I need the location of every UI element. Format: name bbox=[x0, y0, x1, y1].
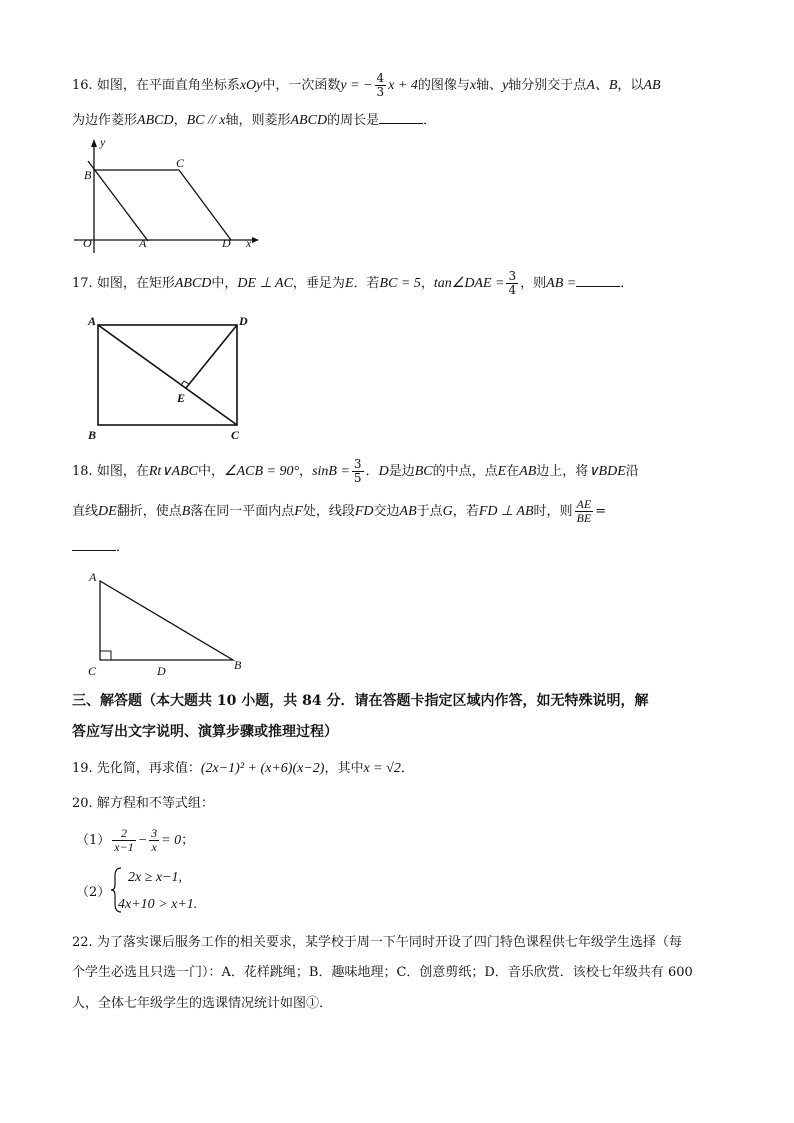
text: 沿 bbox=[625, 464, 639, 479]
label-c: C bbox=[231, 428, 240, 442]
numerator: 3 bbox=[353, 457, 362, 471]
q20-part1 bbox=[76, 827, 194, 854]
q22-line2: 个学生必选且只选一门）：A．花样跳绳；B．趣味地理；C．创意剪纸；D．音乐欣赏．该校七年级共有 600 bbox=[72, 965, 693, 980]
text: ． bbox=[116, 540, 130, 555]
text: 边上，将 bbox=[536, 464, 589, 479]
text: ． bbox=[365, 464, 379, 479]
triangle-abc bbox=[100, 581, 233, 660]
label-d: D bbox=[222, 236, 231, 250]
math: B bbox=[181, 504, 191, 519]
denominator: x bbox=[151, 840, 157, 854]
label-c: C bbox=[88, 664, 97, 678]
math: BC = 5 bbox=[379, 276, 421, 291]
text: ．若 bbox=[353, 276, 380, 291]
text: ，其中 bbox=[324, 761, 364, 776]
numerator: 3 bbox=[151, 826, 158, 840]
answer-blank bbox=[72, 537, 116, 551]
math: x bbox=[469, 78, 477, 93]
question-number: 16. bbox=[72, 78, 93, 93]
text: ， bbox=[173, 113, 187, 128]
label-o: O bbox=[83, 236, 92, 250]
math: sinB = bbox=[312, 464, 350, 479]
label-b: B bbox=[84, 168, 92, 182]
math: ABCD bbox=[174, 276, 212, 291]
fraction bbox=[375, 72, 387, 99]
system-eq1: 2x ≥ x−1, bbox=[128, 870, 183, 885]
math: Rt∨ABC bbox=[148, 464, 198, 479]
q18-figure bbox=[85, 568, 255, 678]
math: DE ⊥ AC bbox=[237, 276, 293, 291]
text: 直线 bbox=[72, 504, 99, 519]
text: ； bbox=[181, 833, 195, 848]
answer-blank bbox=[379, 110, 423, 124]
math: ABCD bbox=[290, 113, 328, 128]
q16-line2 bbox=[72, 110, 436, 130]
right-angle-mark bbox=[100, 651, 111, 660]
fraction bbox=[112, 827, 135, 854]
text: 处，线段 bbox=[302, 504, 355, 519]
text: ． bbox=[620, 276, 634, 291]
label-b: B bbox=[88, 428, 97, 442]
label-e: E bbox=[177, 391, 186, 405]
math: DE bbox=[98, 504, 117, 519]
fraction bbox=[149, 827, 159, 854]
math: (2x−1)² + (x+6)(x−2) bbox=[200, 761, 325, 776]
right-angle-mark bbox=[181, 381, 189, 385]
text: ，若 bbox=[452, 504, 479, 519]
denominator: 5 bbox=[353, 471, 362, 485]
math: G bbox=[442, 504, 453, 519]
segment-de bbox=[186, 325, 237, 388]
math: tan∠DAE = bbox=[433, 276, 505, 291]
text: 于点 bbox=[416, 504, 443, 519]
text: ，以 bbox=[617, 78, 644, 93]
text: 是边 bbox=[388, 464, 415, 479]
numerator: 3 bbox=[508, 269, 517, 283]
text: 中，一次函数 bbox=[262, 78, 341, 93]
text: ，则 bbox=[520, 276, 547, 291]
math: A、B bbox=[586, 78, 618, 93]
math: AB bbox=[643, 78, 661, 93]
q20-line bbox=[72, 795, 214, 813]
q18-line1 bbox=[72, 458, 639, 485]
text: ． bbox=[423, 113, 437, 128]
math: ABCD bbox=[137, 113, 174, 128]
q22-line1 bbox=[72, 934, 682, 952]
numerator: 4 bbox=[376, 71, 385, 85]
text: 先化简，再求值： bbox=[96, 761, 201, 776]
math: = 0 bbox=[161, 833, 182, 848]
text: 的周长是 bbox=[327, 113, 380, 128]
text: 落在同一平面内点 bbox=[190, 504, 295, 519]
math: E bbox=[497, 464, 507, 479]
text: ，垂足为 bbox=[292, 276, 345, 291]
question-number: 22. bbox=[72, 935, 93, 950]
diagonal-ac bbox=[98, 325, 237, 425]
math: FD bbox=[354, 504, 374, 519]
q18-line2 bbox=[72, 498, 606, 525]
section-heading-line1: 三、解答题（本大题共 10 小题，共 84 分．请在答题卡指定区域内作答，如无特殊说明，解 bbox=[72, 693, 649, 709]
system-eq2: 4x+10 > x+1. bbox=[118, 897, 198, 912]
question-number: 17. bbox=[72, 276, 93, 291]
denominator: x−1 bbox=[114, 840, 134, 854]
segment-cd bbox=[179, 170, 231, 240]
denominator: 4 bbox=[508, 283, 517, 297]
math: AB = bbox=[546, 276, 577, 291]
y-axis-arrow bbox=[91, 139, 97, 147]
text: 中， bbox=[211, 276, 238, 291]
text: 如图，在平面直角坐标系 bbox=[96, 78, 240, 93]
text: = bbox=[595, 504, 607, 519]
section-heading-line2: 答应写出文字说明、演算步骤或推理过程） bbox=[72, 724, 338, 740]
denominator: 3 bbox=[376, 85, 385, 99]
text: 如图，在矩形 bbox=[96, 276, 175, 291]
q16-line1 bbox=[72, 72, 661, 99]
answer-blank bbox=[576, 273, 620, 287]
label-b: B bbox=[234, 658, 242, 672]
x-axis-arrow bbox=[252, 237, 259, 243]
math: BC // x bbox=[186, 113, 226, 128]
q17-line1 bbox=[72, 270, 633, 297]
question-number: 20. bbox=[72, 796, 93, 811]
fraction bbox=[352, 458, 364, 485]
text: ． bbox=[400, 761, 414, 776]
text: 为了落实课后服务工作的相关要求，某学校于周一下午同时开设了四门特色课程供七年级学生选择（每 bbox=[96, 935, 682, 950]
q20-part2-label: （2） bbox=[76, 885, 111, 900]
math: ∠ACB = 90° bbox=[224, 464, 300, 479]
label-d: D bbox=[239, 314, 248, 328]
q19-line bbox=[72, 760, 414, 778]
question-number: 19. bbox=[72, 761, 93, 776]
math: F bbox=[294, 504, 303, 519]
text: 中， bbox=[197, 464, 224, 479]
label-a: A bbox=[139, 236, 147, 250]
line-ab bbox=[88, 161, 148, 241]
numerator: AE bbox=[576, 497, 592, 511]
label-c: C bbox=[176, 156, 185, 170]
label-y: y bbox=[100, 135, 106, 149]
text: 交边 bbox=[373, 504, 400, 519]
math: y = − bbox=[340, 78, 373, 93]
text: 如图，在 bbox=[96, 464, 149, 479]
label-d: D bbox=[157, 664, 166, 678]
denominator: BE bbox=[576, 511, 592, 525]
text: 翻折，使点 bbox=[116, 504, 182, 519]
text: ， bbox=[299, 464, 313, 479]
math: E bbox=[344, 276, 354, 291]
q18-line3 bbox=[72, 537, 129, 557]
math: FD ⊥ AB bbox=[478, 504, 534, 519]
part-label: （1） bbox=[76, 833, 111, 848]
text: 时，则 bbox=[533, 504, 573, 519]
math: − bbox=[137, 833, 148, 848]
question-number: 18. bbox=[72, 464, 93, 479]
text: ， bbox=[420, 276, 434, 291]
math: x = √2 bbox=[363, 761, 401, 776]
numerator: 2 bbox=[112, 827, 135, 841]
fraction bbox=[506, 270, 518, 297]
q17-figure bbox=[85, 312, 255, 442]
label-x: x bbox=[246, 236, 252, 250]
math: AB bbox=[399, 504, 417, 519]
q22-line3: 人，全体七年级学生的选课情况统计如图①． bbox=[72, 996, 333, 1011]
text: 为边作菱形 bbox=[72, 113, 138, 128]
math: D bbox=[378, 464, 389, 479]
text: 的图像与 bbox=[417, 78, 470, 93]
text: 的中点，点 bbox=[432, 464, 498, 479]
text: 轴分别交于点 bbox=[508, 78, 587, 93]
text: 轴，则菱形 bbox=[225, 113, 291, 128]
label-a: A bbox=[88, 314, 97, 328]
math: x + 4 bbox=[388, 78, 418, 93]
math: AB bbox=[519, 464, 537, 479]
text: 解方程和不等式组： bbox=[96, 796, 214, 811]
fraction bbox=[575, 498, 594, 525]
text: 在 bbox=[506, 464, 520, 479]
label-a: A bbox=[89, 570, 97, 584]
text: 轴、 bbox=[476, 78, 503, 93]
math: ∨BDE bbox=[588, 464, 626, 479]
q16-figure bbox=[70, 135, 270, 255]
math: BC bbox=[414, 464, 433, 479]
math: y bbox=[502, 78, 509, 93]
math: xOy bbox=[239, 78, 263, 93]
